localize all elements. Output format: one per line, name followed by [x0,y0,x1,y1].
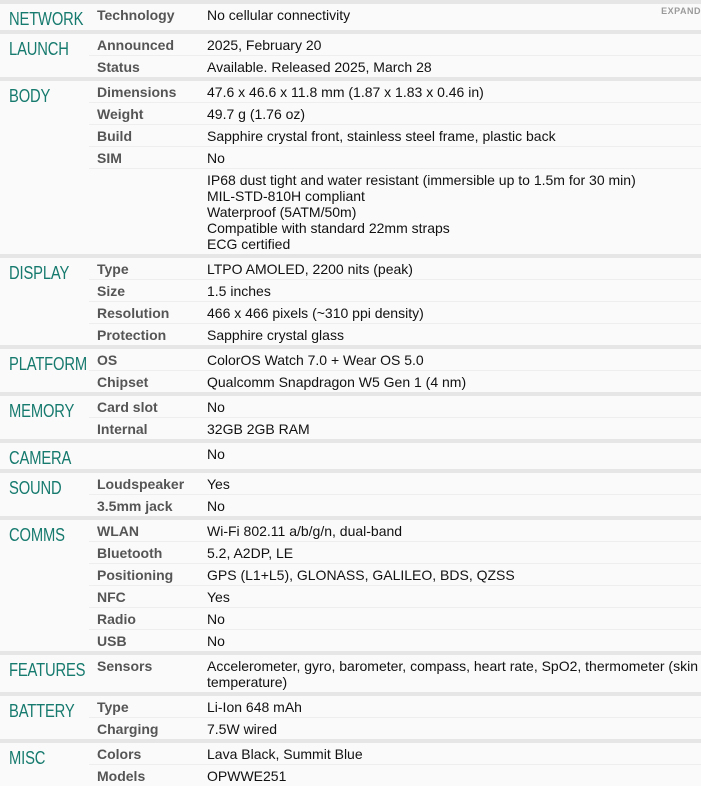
section-rows [89,34,701,77]
spec-value: Available. Released 2025, March 28 [207,59,432,75]
section-title[interactable]: PLATFORM [9,354,87,374]
spec-label[interactable]: Card slot [97,399,158,415]
section-features [0,651,701,692]
spec-label[interactable]: Type [97,261,129,277]
spec-value: 7.5W wired [207,721,278,737]
spec-value: No [207,399,225,415]
spec-value: GPS (L1+L5), GLONASS, GALILEO, BDS, QZSS [207,567,515,583]
section-rows [89,349,701,392]
spec-value: Yes [207,589,230,605]
spec-row [89,630,701,651]
spec-row [89,418,701,439]
section-title[interactable]: NETWORK [9,9,84,29]
spec-row [89,349,701,371]
section-title[interactable]: MISC [9,748,46,768]
spec-value: No cellular connectivity [207,7,351,23]
section-memory [0,392,701,439]
section-rows [89,473,701,516]
spec-label[interactable]: Protection [97,327,167,343]
spec-label[interactable]: Chipset [97,374,149,390]
spec-row [89,396,701,418]
section-title[interactable]: BATTERY [9,701,75,721]
spec-row [89,542,701,564]
section-display [0,254,701,345]
spec-row [89,443,701,464]
spec-value: Lava Black, Summit Blue [207,746,363,762]
spec-row [89,495,701,516]
spec-label[interactable]: USB [97,633,127,649]
spec-row [89,608,701,630]
section-camera [0,439,701,469]
spec-value: Li-Ion 648 mAh [207,699,302,715]
spec-label[interactable]: Resolution [97,305,170,321]
spec-row [89,103,701,125]
spec-label[interactable]: 3.5mm jack [97,498,173,514]
spec-value: Yes [207,476,230,492]
spec-label[interactable] [89,443,199,464]
spec-value: No [207,633,225,649]
section-sound [0,469,701,516]
spec-label[interactable]: Bluetooth [97,545,163,561]
spec-value: No [207,498,225,514]
spec-value: 32GB 2GB RAM [207,421,310,437]
section-body [0,77,701,254]
spec-value: Qualcomm Snapdragon W5 Gen 1 (4 nm) [207,374,467,390]
section-title[interactable]: SOUND [9,478,62,498]
spec-value: 47.6 x 46.6 x 11.8 mm (1.87 x 1.83 x 0.46 in) [207,84,484,100]
spec-row [89,564,701,586]
spec-row [89,743,701,765]
spec-row [89,696,701,718]
spec-row [89,586,701,608]
section-title[interactable]: BODY [9,86,51,106]
spec-row [89,280,701,302]
section-rows [89,655,701,692]
section-rows [89,4,701,30]
spec-label[interactable]: Status [97,59,140,75]
spec-label[interactable]: Dimensions [97,84,177,100]
spec-label[interactable]: Positioning [97,567,174,583]
section-rows [89,258,701,345]
spec-label[interactable]: Technology [97,7,175,23]
spec-value: ColorOS Watch 7.0 + Wear OS 5.0 [207,352,424,368]
spec-label[interactable]: Loudspeaker [97,476,185,492]
spec-row [89,718,701,739]
spec-value: 2025, February 20 [207,37,322,53]
section-launch [0,30,701,77]
spec-label[interactable]: Type [97,699,129,715]
section-title[interactable]: DISPLAY [9,263,70,283]
section-rows [89,743,701,786]
section-network [0,0,701,30]
spec-label[interactable]: Build [97,128,132,144]
section-rows [89,520,701,651]
section-rows [89,443,701,469]
spec-row [89,4,701,25]
section-battery [0,692,701,739]
spec-label[interactable]: WLAN [97,523,139,539]
spec-row [89,655,701,692]
spec-value: Sapphire crystal front, stainless steel frame, plastic back [207,128,556,144]
section-title[interactable]: MEMORY [9,401,75,421]
spec-row [89,520,701,542]
spec-value: 49.7 g (1.76 oz) [207,106,306,122]
spec-label[interactable]: SIM [97,150,122,166]
spec-row [89,34,701,56]
spec-value: IP68 dust tight and water resistant (immersible up to 1.5m for 30 min) MIL-STD-810H compliant Waterproof (5ATM/50m) Compatible with standard 22mm straps ECG certified [207,172,636,252]
spec-value: Accelerometer, gyro, barometer, compass, heart rate, SpO2, thermometer (skin temperature) [207,658,698,690]
section-misc [0,739,701,786]
spec-row [89,169,701,254]
spec-label[interactable]: NFC [97,589,126,605]
spec-row [89,258,701,280]
spec-row [89,125,701,147]
spec-row [89,302,701,324]
spec-value: No [207,150,225,166]
spec-row [89,56,701,77]
spec-value: 5.2, A2DP, LE [207,545,294,561]
spec-label[interactable]: Size [97,283,126,299]
section-title[interactable]: LAUNCH [9,39,69,59]
spec-value: 1.5 inches [207,283,271,299]
spec-value: Wi-Fi 802.11 a/b/g/n, dual-band [207,523,403,539]
spec-value: No [207,611,225,627]
spec-label[interactable]: Announced [97,37,174,53]
section-title[interactable]: CAMERA [9,448,72,468]
spec-row [89,473,701,495]
spec-value: LTPO AMOLED, 2200 nits (peak) [207,261,413,277]
spec-value: OPWWE251 [207,768,287,784]
section-platform [0,345,701,392]
spec-value: Sapphire crystal glass [207,327,344,343]
section-comms [0,516,701,651]
section-title[interactable]: FEATURES [9,660,86,680]
section-rows [89,81,701,254]
spec-label[interactable]: OS [97,352,118,368]
spec-label[interactable]: Internal [97,421,148,437]
spec-label[interactable]: Colors [97,746,142,762]
spec-value: No [207,446,225,462]
spec-row [89,147,701,169]
section-rows [89,696,701,739]
expand-button[interactable]: EXPAND [661,6,701,16]
spec-value: 466 x 466 pixels (~310 ppi density) [207,305,424,321]
spec-row [89,324,701,345]
section-title[interactable]: COMMS [9,525,65,545]
spec-label[interactable]: Radio [97,611,136,627]
spec-label[interactable]: Charging [97,721,159,737]
spec-label[interactable]: Models [97,768,146,784]
spec-row [89,81,701,103]
spec-label[interactable]: Sensors [97,658,153,674]
spec-label[interactable] [89,169,199,254]
section-rows [89,396,701,439]
spec-row [89,765,701,786]
spec-label[interactable]: Weight [97,106,144,122]
spec-row [89,371,701,392]
